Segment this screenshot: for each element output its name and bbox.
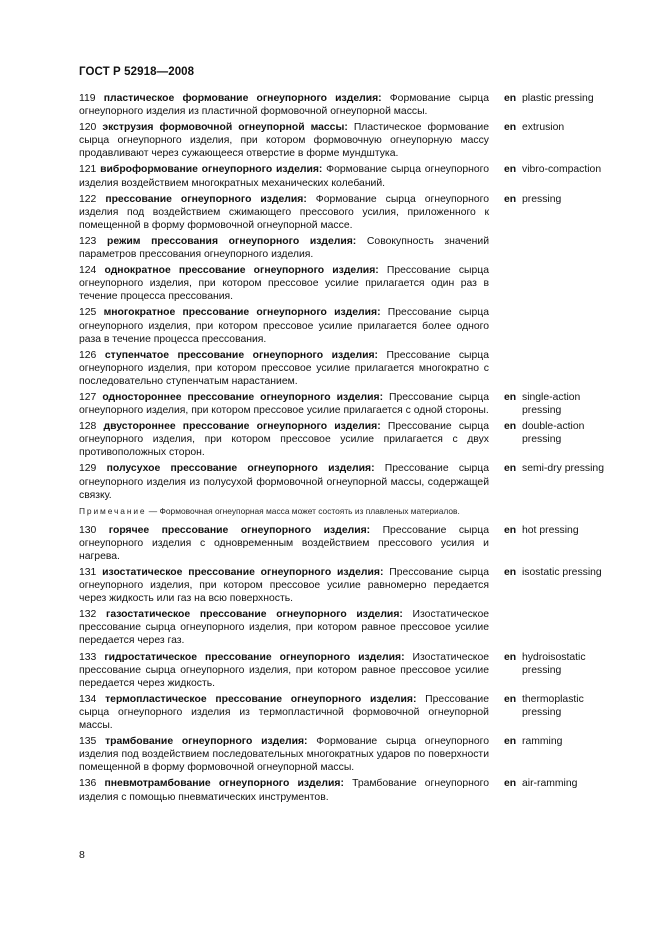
- english-equivalent: [504, 121, 616, 134]
- term-definition: Трамбование огнеупорного изделия с помощью пневматических инструментов.: [79, 778, 489, 803]
- term-number: 132: [79, 609, 97, 621]
- term-definition: Изостатическое прессование сырца огнеупорного изделия, при котором равное прессовое усилие передается через жидкость.: [79, 651, 489, 689]
- term-text: [79, 651, 489, 690]
- term-number: 119: [79, 93, 96, 104]
- english-equivalent: [504, 193, 616, 206]
- term-number: 134: [79, 693, 97, 705]
- term-text: [79, 264, 489, 303]
- term-name: пневмотрамбование огнеупорного изделия:: [104, 778, 344, 790]
- note-label: Примечание: [79, 505, 147, 516]
- term-text: [79, 163, 489, 189]
- term-text: [79, 608, 489, 647]
- english-equivalent: [504, 92, 616, 105]
- term-text: [79, 391, 489, 417]
- page-number: 8: [79, 849, 85, 861]
- term-number: 120: [79, 122, 97, 134]
- english-equivalent: [504, 735, 616, 748]
- term-entry: [79, 524, 624, 563]
- term-name: режим прессования огнеупорного изделия:: [107, 235, 357, 247]
- term-name: трамбование огнеупорного изделия:: [105, 736, 308, 748]
- term-entry: [79, 608, 624, 647]
- term-number: 133: [79, 651, 97, 663]
- term-definition: Совокупность значений параметров прессования огнеупорного изделия.: [79, 235, 489, 261]
- term-text: [79, 92, 489, 118]
- term-name: термопластическое прессование огнеупорного изделия:: [105, 693, 417, 705]
- term-number: 135: [79, 736, 97, 748]
- term-entry: [79, 651, 624, 690]
- term-number: 122: [79, 193, 97, 205]
- term-definition: Прессование сырца огнеупорного изделия, при котором прессовое усилие прилагается с одной стороны.: [79, 391, 489, 417]
- term-entry: [79, 693, 624, 732]
- english-equivalent: [504, 420, 616, 446]
- language-code: en: [504, 164, 517, 176]
- english-equivalent: [504, 693, 616, 719]
- term-text: [79, 349, 489, 388]
- term-name: горячее прессование огнеупорного изделия:: [108, 524, 371, 536]
- english-term: vibro-compaction: [522, 164, 602, 176]
- language-code: en: [504, 463, 517, 475]
- term-definition: Пластическое формование сырца огнеупорного изделия, при котором формовочную огнеупорную массу продавливают через сужающееся отверстие в форме мундштука.: [79, 122, 490, 160]
- term-name: ступенчатое прессование огнеупорного изделия:: [104, 349, 379, 361]
- term-name: полусухое прессование огнеупорного изделия:: [106, 463, 375, 475]
- note-block: [79, 506, 489, 517]
- term-definition: Прессование сырца огнеупорного изделия из термопластичной формовочной огнеупорной массы.: [79, 693, 489, 732]
- term-entry: [79, 92, 624, 118]
- term-text: [79, 306, 489, 345]
- language-code: en: [504, 736, 517, 748]
- term-name: одностороннее прессование огнеупорного изделия:: [102, 391, 384, 403]
- term-number: 121: [79, 164, 97, 176]
- term-text: [79, 524, 489, 563]
- term-name: гидростатическое прессование огнеупорного изделия:: [104, 651, 405, 663]
- term-entry: [79, 264, 624, 303]
- english-equivalent: [504, 163, 616, 176]
- english-equivalent: [504, 777, 616, 790]
- term-entry: [79, 235, 624, 261]
- terms-group-b: [79, 524, 624, 804]
- term-entry: [79, 349, 624, 388]
- term-entry: [79, 306, 624, 345]
- term-text: [79, 693, 489, 732]
- language-code: en: [504, 93, 517, 104]
- term-entry: [79, 420, 624, 459]
- language-code: en: [504, 421, 517, 433]
- term-definition: Прессование сырца огнеупорного изделия из полусухой формовочной огнеупорной массы, содержащей связку.: [79, 463, 490, 501]
- term-name: однократное прессование огнеупорного изделия:: [104, 265, 379, 277]
- term-definition: Формование сырца огнеупорного изделия из пластичной формовочной огнеупорной массы.: [79, 93, 489, 118]
- term-number: 131: [79, 567, 97, 578]
- term-name: двустороннее прессование огнеупорного изделия:: [103, 421, 381, 433]
- term-name: газостатическое прессование огнеупорного изделия:: [106, 609, 403, 621]
- language-code: en: [504, 391, 517, 403]
- english-term: double-action pressing: [522, 421, 585, 446]
- term-number: 130: [79, 524, 97, 536]
- english-term: single-action pressing: [522, 391, 581, 417]
- language-code: en: [504, 651, 517, 663]
- term-text: [79, 777, 489, 803]
- english-equivalent: [504, 651, 616, 677]
- term-text: [79, 420, 489, 459]
- language-code: en: [504, 122, 517, 134]
- english-equivalent: [504, 566, 616, 579]
- term-definition: Изостатическое прессование сырца огнеупорного изделия, при котором равное прессовое усилие передается через газ.: [79, 609, 489, 647]
- term-definition: Прессование сырца огнеупорного изделия, при котором прессовое усилие прилагается многократно с последовательно ступенчатым нарастанием.: [79, 349, 490, 387]
- term-definition: Прессование сырца огнеупорного изделия, при котором прессовое усилие прилагается один раз в течение процесса прессования.: [79, 265, 489, 303]
- language-code: en: [504, 693, 517, 705]
- english-equivalent: [504, 391, 616, 417]
- term-definition: Прессование сырца огнеупорного изделия, при котором прессовое усилие прилагается с двух противоположных сторон.: [79, 421, 490, 459]
- term-number: 128: [79, 421, 97, 433]
- term-definition: Формование сырца огнеупорного изделия воздействием многократных механических колебаний.: [79, 164, 489, 189]
- english-term: extrusion: [522, 122, 565, 134]
- english-equivalent: [504, 462, 616, 475]
- term-number: 127: [79, 391, 97, 403]
- term-text: [79, 193, 489, 232]
- term-definition: Формование сырца огнеупорного изделия под воздействием сжимающего прессового усилия, приложенного к помещенной в форму формовочной огнеупорной массе.: [79, 193, 489, 231]
- term-definition: Прессование сырца огнеупорного изделия с одновременным воздействием прессового усилия и нагрева.: [79, 524, 490, 562]
- term-name: прессование огнеупорного изделия:: [105, 193, 307, 205]
- standard-header: ГОСТ Р 52918—2008: [79, 66, 195, 78]
- term-number: 129: [79, 463, 97, 475]
- term-entry: [79, 391, 624, 417]
- term-entry: [79, 735, 624, 774]
- term-name: пластическое формование огнеупорного изделия:: [103, 93, 382, 104]
- english-term: air-ramming: [522, 778, 578, 790]
- term-name: экструзия формовочной огнеупорной массы:: [102, 122, 348, 134]
- term-entry: [79, 777, 624, 803]
- language-code: en: [504, 193, 517, 205]
- language-code: en: [504, 567, 517, 578]
- term-entry: [79, 462, 624, 501]
- term-entry: [79, 193, 624, 232]
- terms-group-a: [79, 92, 624, 502]
- term-number: 126: [79, 349, 97, 361]
- english-term: plastic pressing: [522, 93, 594, 104]
- language-code: en: [504, 778, 517, 790]
- english-term: hydroisostatic pressing: [522, 651, 586, 676]
- term-number: 136: [79, 778, 97, 790]
- term-entry: [79, 163, 624, 189]
- term-definition: Прессование сырца огнеупорного изделия, при котором прессовое усилие равномерно передается через жидкость или газ на всю поверхность.: [79, 567, 490, 605]
- term-name: изостатическое прессование огнеупорного изделия:: [102, 567, 384, 578]
- english-term: hot pressing: [522, 524, 579, 536]
- term-number: 123: [79, 235, 97, 247]
- term-number: 125: [79, 307, 97, 319]
- english-term: thermoplastic pressing: [522, 693, 584, 718]
- note-dash: —: [146, 505, 160, 516]
- term-name: виброформование огнеупорного изделия:: [100, 164, 323, 176]
- term-text: [79, 121, 489, 160]
- term-name: многократное прессование огнеупорного изделия:: [103, 307, 381, 319]
- english-term: isostatic pressing: [522, 567, 602, 578]
- term-definition: Прессование сырца огнеупорного изделия, при котором прессовое усилие прилагается более одного раза в течение процесса прессования.: [79, 307, 490, 345]
- english-term: pressing: [522, 193, 562, 205]
- terms-list: [79, 92, 624, 807]
- language-code: en: [504, 524, 517, 536]
- term-text: [79, 566, 489, 605]
- note-text: Формовочная огнеупорная масса может состоять из плавленых материалов.: [159, 505, 460, 516]
- term-definition: Формование сырца огнеупорного изделия под воздействием последовательных многократных ударов по поверхности помещенной в форму формовочной огнеупорной массы.: [79, 736, 490, 774]
- term-entry: [79, 566, 624, 605]
- english-equivalent: [504, 524, 616, 537]
- english-term: semi-dry pressing: [522, 463, 604, 475]
- term-number: 124: [79, 265, 97, 277]
- english-term: ramming: [522, 736, 563, 748]
- term-entry: [79, 121, 624, 160]
- term-text: [79, 735, 489, 774]
- term-text: [79, 462, 489, 501]
- term-text: [79, 235, 489, 261]
